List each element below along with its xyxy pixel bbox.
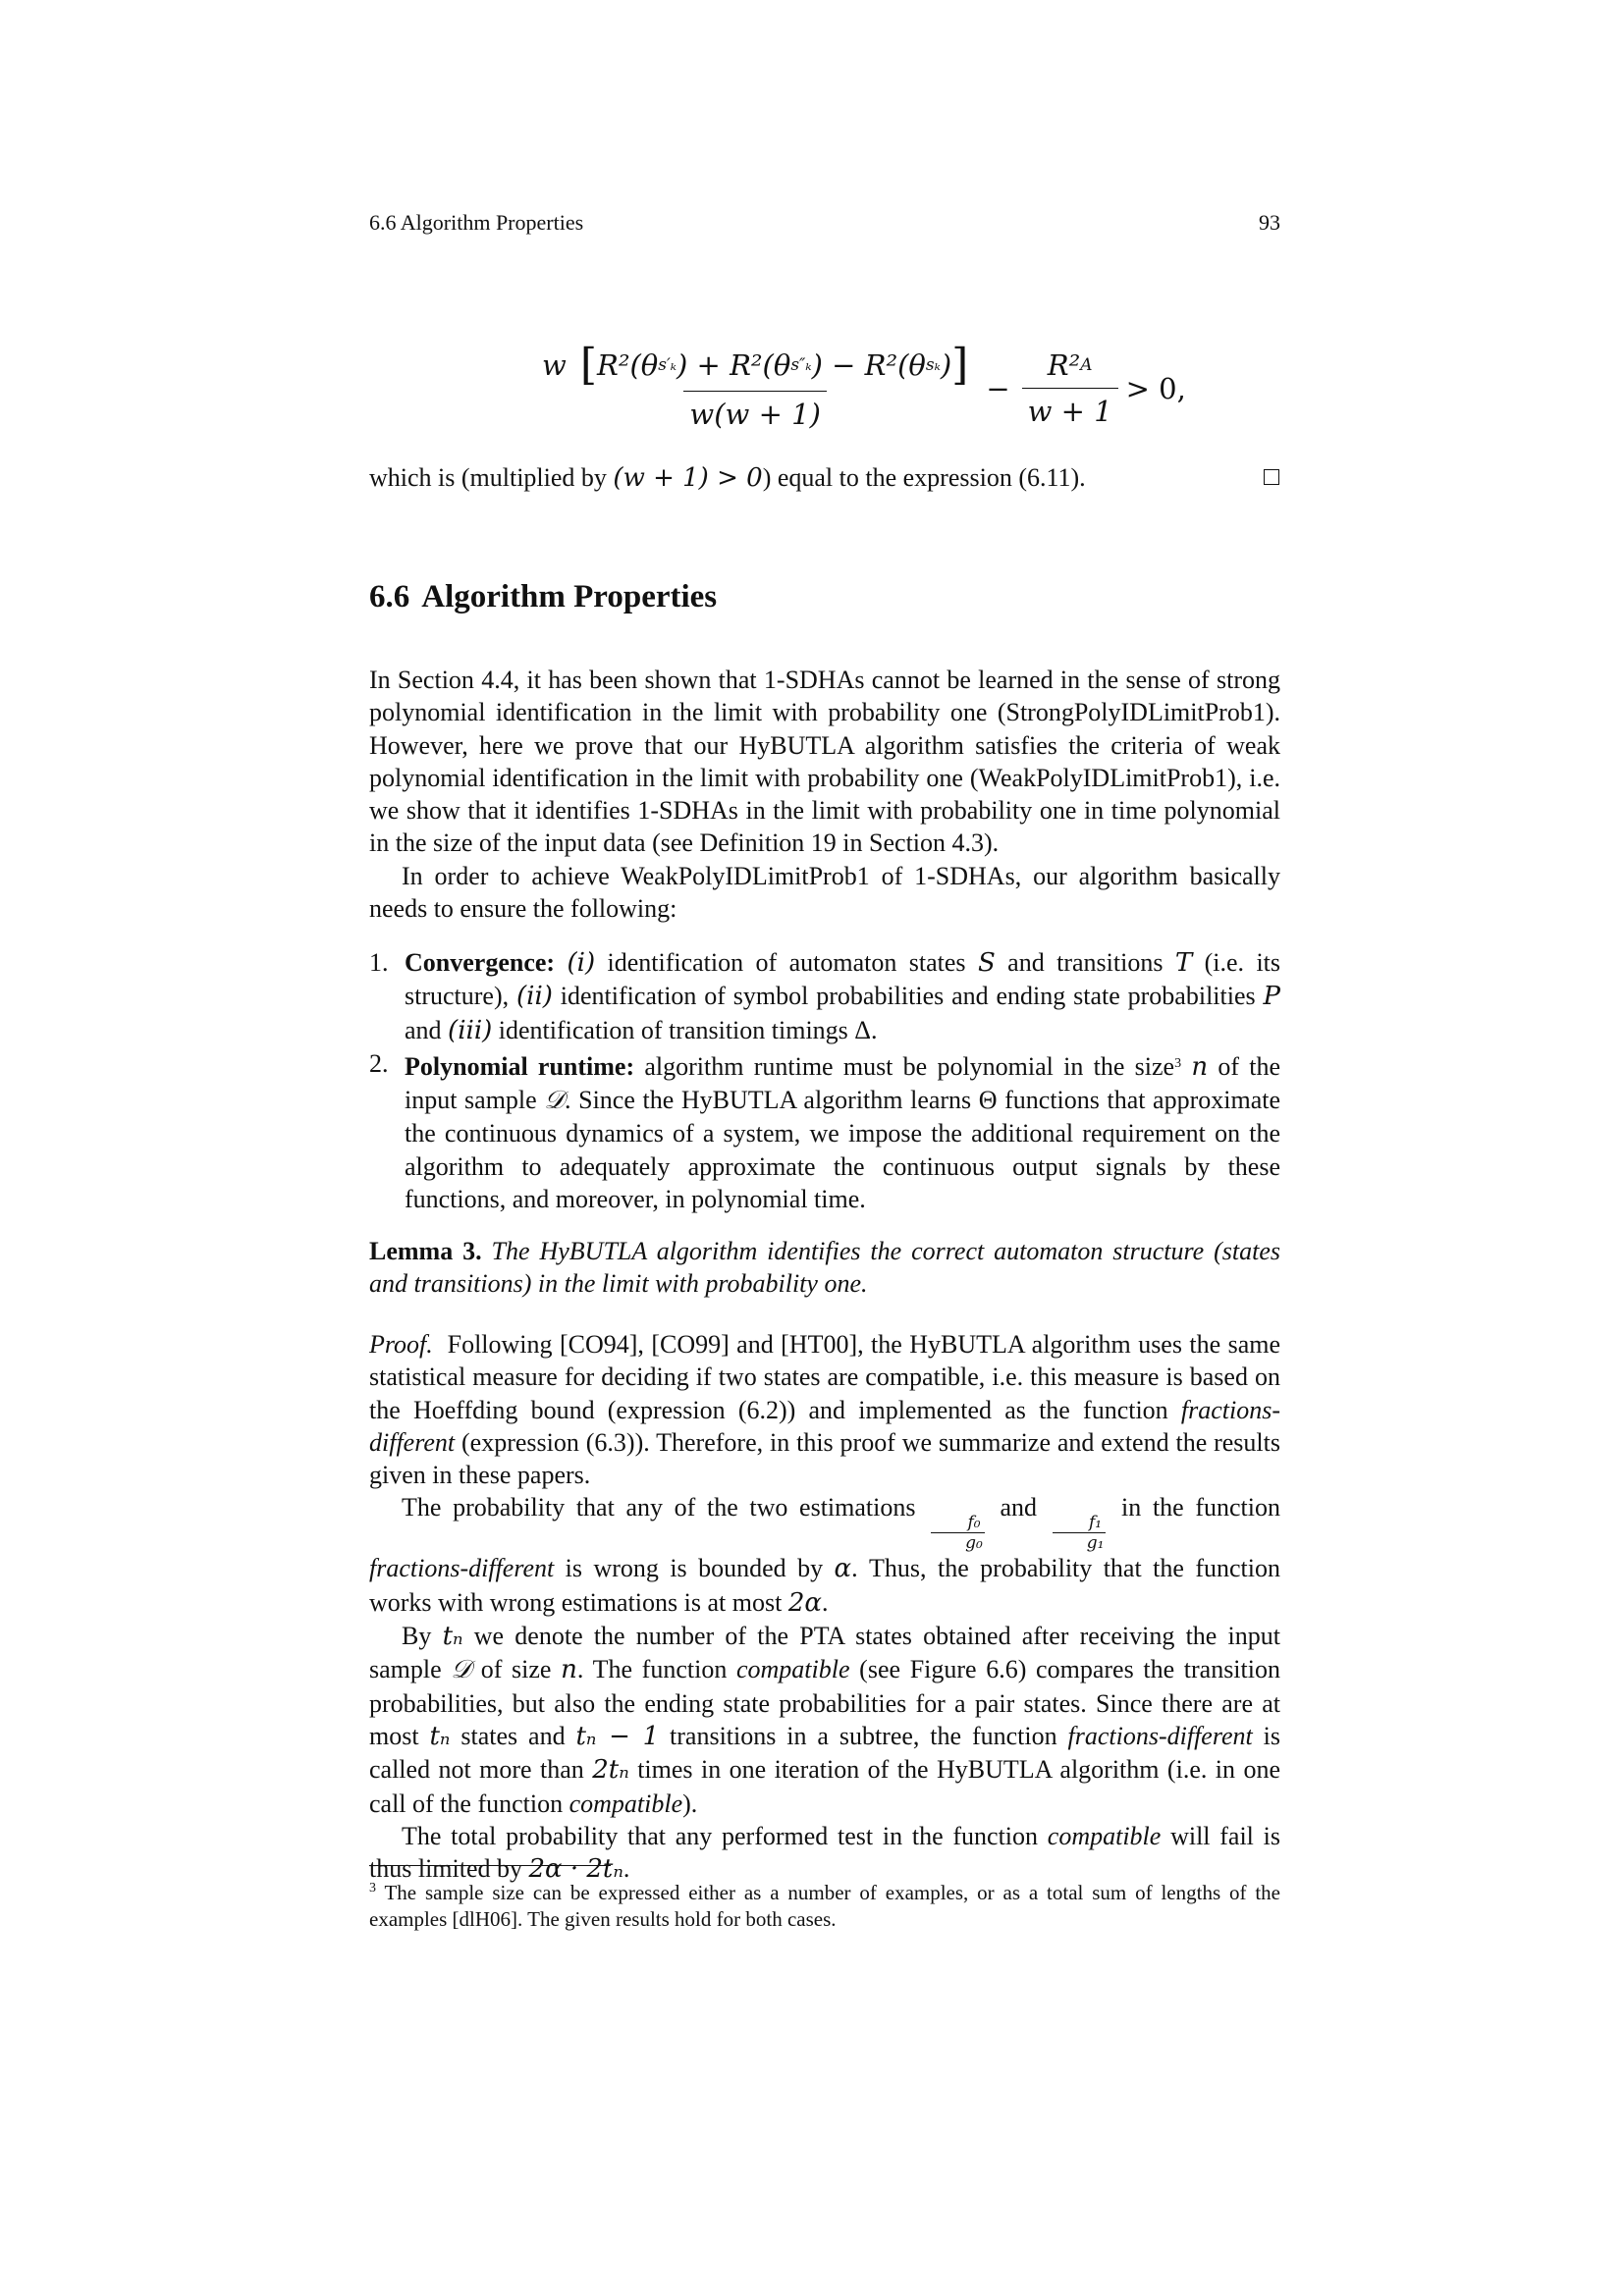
equation-numerator-1: w [ R²(θ s′ₖ ) + R²(θ s″ₖ ) − R²(θ sₖ ) ] (542, 340, 969, 390)
equation-fraction-2: R² A w + 1 (1022, 348, 1118, 428)
footnote-marker: 3 (1174, 1055, 1182, 1071)
list-item-convergence: 1. Convergence: (i) identification of automaton states S and transitions T (i.e. its structure), (ii) identification of symbol probabilities and ending state probabilities P and (iii) identification of transition timings Δ. (369, 948, 1281, 1045)
proof-paragraph-3: By tₙ we denote the number of the PTA states obtained after receiving the input sample 𝒟 of size n. The function compatible (see Figure 6.6) compares the transition probabilities, but also the ending state probabilities for a pair states. Since there are at most tₙ states and tₙ − 1 transitions in a subtree, the function fractions-different is called not more than 2tₙ times in one iteration of the HyBUTLA algorithm (i.e. in one call of the function compatible). (369, 1622, 1281, 1818)
proof (369, 1328, 1280, 1886)
equation-fraction-1 (536, 340, 974, 431)
proof-paragraph-1: Proof. Following [CO94], [CO99] and [HT00], the HyBUTLA algorithm uses the same statistical measure for deciding if two states are compatible, i.e. this measure is based on the Hoeffding bound (expression (6.2)) and implemented as the function fractions-different (expression (6.3)). Therefore, in this proof we summarize and extend the results given in these papers. (369, 1330, 1281, 1490)
equation-denominator-1: w(w + 1) (683, 391, 826, 431)
lemma (369, 1235, 1280, 1301)
proof-paragraph-2: The probability that any of the two estimations $\frac{\text{f₀}}{\text{g₀}}$ and $\frac{\text{f₁}}{\text{g₁}}$ in the function fractions-different is wrong is bounded by α. Thus, the probability that the function works with wrong estimations is at most 2α. (369, 1493, 1281, 1618)
list-item-polynomial-runtime: 2. Polynomial runtime: algorithm runtime must be polynomial in the size$^3$ n of the input sample 𝒟. Since the HyBUTLA algorithm learns Θ functions that approximate the continuous dynamics of a system, we impose the additional requirement on the algorithm to adequately approximate the continuous output signals by these functions, and moreover, in polynomial time. (369, 1048, 1281, 1214)
qed-symbol (1264, 469, 1279, 485)
intro-paragraph: In Section 4.4, it has been shown that 1-SDHAs cannot be learned in the sense of strong polynomial identification in the limit with probability one (StrongPolyIDLimitProb1). However, here we prove that our HyBUTLA algorithm satisfies the criteria of weak polynomial identification in the limit with probability one (WeakPolyIDLimitProb1), i.e. we show that it identifies 1-SDHAs in the limit with probability one in time polynomial in the size of the input data (see Definition 19 in Section 4.3). In order to achieve WeakPolyIDLimitProb1 of 1-SDHAs, our algorithm basically needs to ensure the following: (369, 664, 1280, 925)
proof-paragraph-4: The total probability that any performed test in the function compatible will fail is thus limited by 2α · 2tₙ. (369, 1821, 1280, 1885)
fraction-f1-g1: $\frac{\text{f₁}}{\text{g₁}}$ (1053, 1514, 1107, 1552)
equation-conclusion: which is (multiplied by (w + 1) > 0) equal to the expression (6.11). (369, 463, 1086, 493)
fraction-f0-g0: $\frac{\text{f₀}}{\text{g₀}}$ (931, 1514, 985, 1552)
footnote-number: 3 (369, 1881, 376, 1896)
footnote-rule (369, 1865, 611, 1866)
second-paragraph: In order to achieve WeakPolyIDLimitProb1 of 1-SDHAs, our algorithm basically needs to ensure the following: (369, 861, 1280, 924)
lemma-label: Lemma 3. (369, 1237, 482, 1265)
proof-label: Proof. (369, 1330, 433, 1359)
section-heading: 6.6 Algorithm Properties (369, 579, 718, 614)
running-header-title: 6.6 Algorithm Properties (369, 210, 584, 235)
page-number: 93 (1259, 210, 1280, 235)
footnote: $^3$ The sample size can be expressed either as a number of examples, or as a total sum of lengths of the examples [dlH06]. The given results hold for both cases. (369, 1881, 1280, 1931)
lemma-text: The HyBUTLA algorithm identifies the correct automaton structure (states and transitions) in the limit with probability one. (369, 1237, 1280, 1299)
requirements-list (369, 946, 1280, 1215)
display-equation: w [ R²(θ s′ₖ ) + R²(θ s″ₖ ) − R²(θ sₖ ) ] w(w + 1) − R² A w + 1 > 0, (536, 346, 1198, 431)
